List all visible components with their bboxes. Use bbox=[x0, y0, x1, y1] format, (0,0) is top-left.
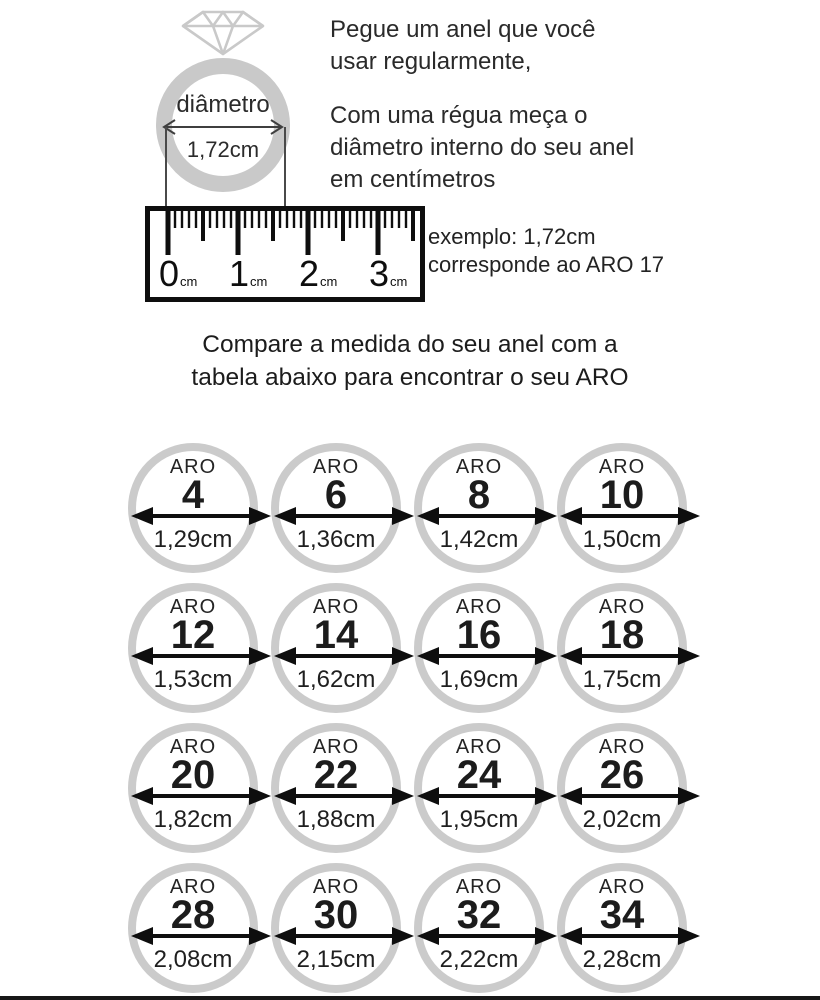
aro-number: 20 bbox=[170, 753, 216, 797]
diameter-arrow-icon bbox=[129, 645, 273, 667]
diameter-arrow-icon bbox=[129, 785, 273, 807]
diameter-arrow-icon bbox=[558, 785, 702, 807]
aro-number: 16 bbox=[456, 613, 502, 657]
diameter-arrow-icon bbox=[272, 645, 416, 667]
aro-label: ARO bbox=[598, 456, 646, 478]
instruction-step2 bbox=[330, 100, 680, 196]
diameter-label: diâmetro bbox=[176, 91, 270, 118]
instruction-step1-line2: usar regularmente, bbox=[330, 48, 532, 75]
ring-size-cell bbox=[414, 583, 544, 713]
ring-size-cell bbox=[557, 723, 687, 853]
aro-diameter: 1,36cm bbox=[296, 526, 376, 553]
ruler-mark: 1 bbox=[228, 253, 250, 294]
aro-label: ARO bbox=[598, 736, 646, 758]
aro-diameter: 1,75cm bbox=[582, 666, 662, 693]
ruler-mark: 3 bbox=[368, 253, 390, 294]
bottom-border bbox=[0, 996, 820, 1000]
compare-heading-line1: Compare a medida do seu anel com a bbox=[202, 331, 618, 358]
aro-diameter: 1,62cm bbox=[296, 666, 376, 693]
aro-diameter: 2,02cm bbox=[582, 806, 662, 833]
diameter-arrow-icon bbox=[129, 925, 273, 947]
aro-number: 22 bbox=[313, 753, 359, 797]
compare-heading-line2: tabela abaixo para encontrar o seu ARO bbox=[191, 364, 629, 391]
aro-number: 18 bbox=[599, 613, 645, 657]
aro-number: 30 bbox=[313, 893, 359, 937]
example-line2: corresponde ao ARO 17 bbox=[428, 252, 665, 277]
aro-diameter: 1,69cm bbox=[439, 666, 519, 693]
diameter-arrow-icon bbox=[558, 505, 702, 527]
instruction-step2-line2: diâmetro interno do seu anel bbox=[330, 134, 635, 161]
aro-number: 6 bbox=[324, 473, 348, 517]
aro-number: 24 bbox=[456, 753, 502, 797]
aro-label: ARO bbox=[169, 876, 217, 898]
aro-label: ARO bbox=[598, 876, 646, 898]
aro-diameter: 1,53cm bbox=[153, 666, 233, 693]
aro-label: ARO bbox=[312, 876, 360, 898]
diameter-arrow-icon bbox=[415, 925, 559, 947]
aro-label: ARO bbox=[312, 456, 360, 478]
aro-diameter: 1,88cm bbox=[296, 806, 376, 833]
aro-diameter: 2,08cm bbox=[153, 946, 233, 973]
ring-size-cell bbox=[414, 863, 544, 993]
diameter-arrow-icon bbox=[415, 505, 559, 527]
aro-number: 10 bbox=[599, 473, 645, 517]
ring-size-cell bbox=[128, 723, 258, 853]
diameter-arrow-icon bbox=[558, 645, 702, 667]
diameter-arrow-icon bbox=[415, 645, 559, 667]
ring-size-cell bbox=[128, 583, 258, 713]
aro-label: ARO bbox=[312, 596, 360, 618]
ring-size-cell bbox=[414, 443, 544, 573]
aro-label: ARO bbox=[455, 736, 503, 758]
compare-heading bbox=[0, 328, 820, 394]
ring-size-cell bbox=[128, 443, 258, 573]
aro-number: 8 bbox=[467, 473, 491, 517]
diameter-arrow-icon bbox=[558, 925, 702, 947]
aro-label: ARO bbox=[455, 456, 503, 478]
diameter-arrow-icon bbox=[272, 505, 416, 527]
aro-number: 12 bbox=[170, 613, 216, 657]
aro-number: 4 bbox=[181, 473, 205, 517]
ruler-example-note bbox=[428, 223, 708, 279]
ruler-unit-label: cm bbox=[320, 274, 338, 289]
instruction-step1-line1: Pegue um anel que você bbox=[330, 16, 596, 43]
aro-label: ARO bbox=[169, 456, 217, 478]
ring-size-cell bbox=[271, 863, 401, 993]
aro-label: ARO bbox=[455, 596, 503, 618]
ruler-unit-label: cm bbox=[180, 274, 198, 289]
diameter-value: 1,72cm bbox=[186, 137, 260, 162]
ring-size-cell bbox=[271, 583, 401, 713]
aro-label: ARO bbox=[455, 876, 503, 898]
aro-diameter: 1,95cm bbox=[439, 806, 519, 833]
diameter-arrow-icon bbox=[415, 785, 559, 807]
instruction-step2-line3: em centímetros bbox=[330, 166, 496, 193]
aro-label: ARO bbox=[598, 596, 646, 618]
aro-diameter: 1,29cm bbox=[153, 526, 233, 553]
guide-line-left bbox=[165, 127, 167, 207]
ring-size-cell bbox=[414, 723, 544, 853]
example-line1: exemplo: 1,72cm bbox=[428, 224, 596, 249]
diameter-arrow-icon bbox=[272, 785, 416, 807]
ruler-unit-label: cm bbox=[250, 274, 268, 289]
instruction-step2-line1: Com uma régua meça o bbox=[330, 102, 588, 129]
ring-size-cell bbox=[128, 863, 258, 993]
aro-diameter: 2,15cm bbox=[296, 946, 376, 973]
guide-line-right bbox=[284, 127, 286, 207]
diameter-arrow-icon bbox=[272, 925, 416, 947]
ruler-mark: 0 bbox=[158, 253, 180, 294]
aro-number: 28 bbox=[170, 893, 216, 937]
aro-number: 14 bbox=[313, 613, 359, 657]
instruction-step1 bbox=[330, 14, 680, 78]
diameter-arrow-icon bbox=[129, 505, 273, 527]
aro-label: ARO bbox=[169, 736, 217, 758]
ring-size-cell bbox=[271, 443, 401, 573]
aro-diameter: 2,22cm bbox=[439, 946, 519, 973]
aro-number: 26 bbox=[599, 753, 645, 797]
aro-number: 32 bbox=[456, 893, 502, 937]
aro-number: 34 bbox=[599, 893, 645, 937]
ruler-mark: 2 bbox=[298, 253, 320, 294]
aro-label: ARO bbox=[169, 596, 217, 618]
ruler-illustration bbox=[145, 206, 425, 302]
aro-diameter: 1,50cm bbox=[582, 526, 662, 553]
diameter-arrow-icon bbox=[162, 118, 284, 136]
diamond-icon bbox=[179, 9, 267, 57]
ring-size-cell bbox=[557, 583, 687, 713]
ring-size-cell bbox=[557, 443, 687, 573]
ruler-unit-label: cm bbox=[390, 274, 408, 289]
aro-diameter: 2,28cm bbox=[582, 946, 662, 973]
size-grid bbox=[128, 443, 687, 993]
ring-size-cell bbox=[271, 723, 401, 853]
ring-size-cell bbox=[557, 863, 687, 993]
aro-diameter: 1,82cm bbox=[153, 806, 233, 833]
aro-diameter: 1,42cm bbox=[439, 526, 519, 553]
aro-label: ARO bbox=[312, 736, 360, 758]
